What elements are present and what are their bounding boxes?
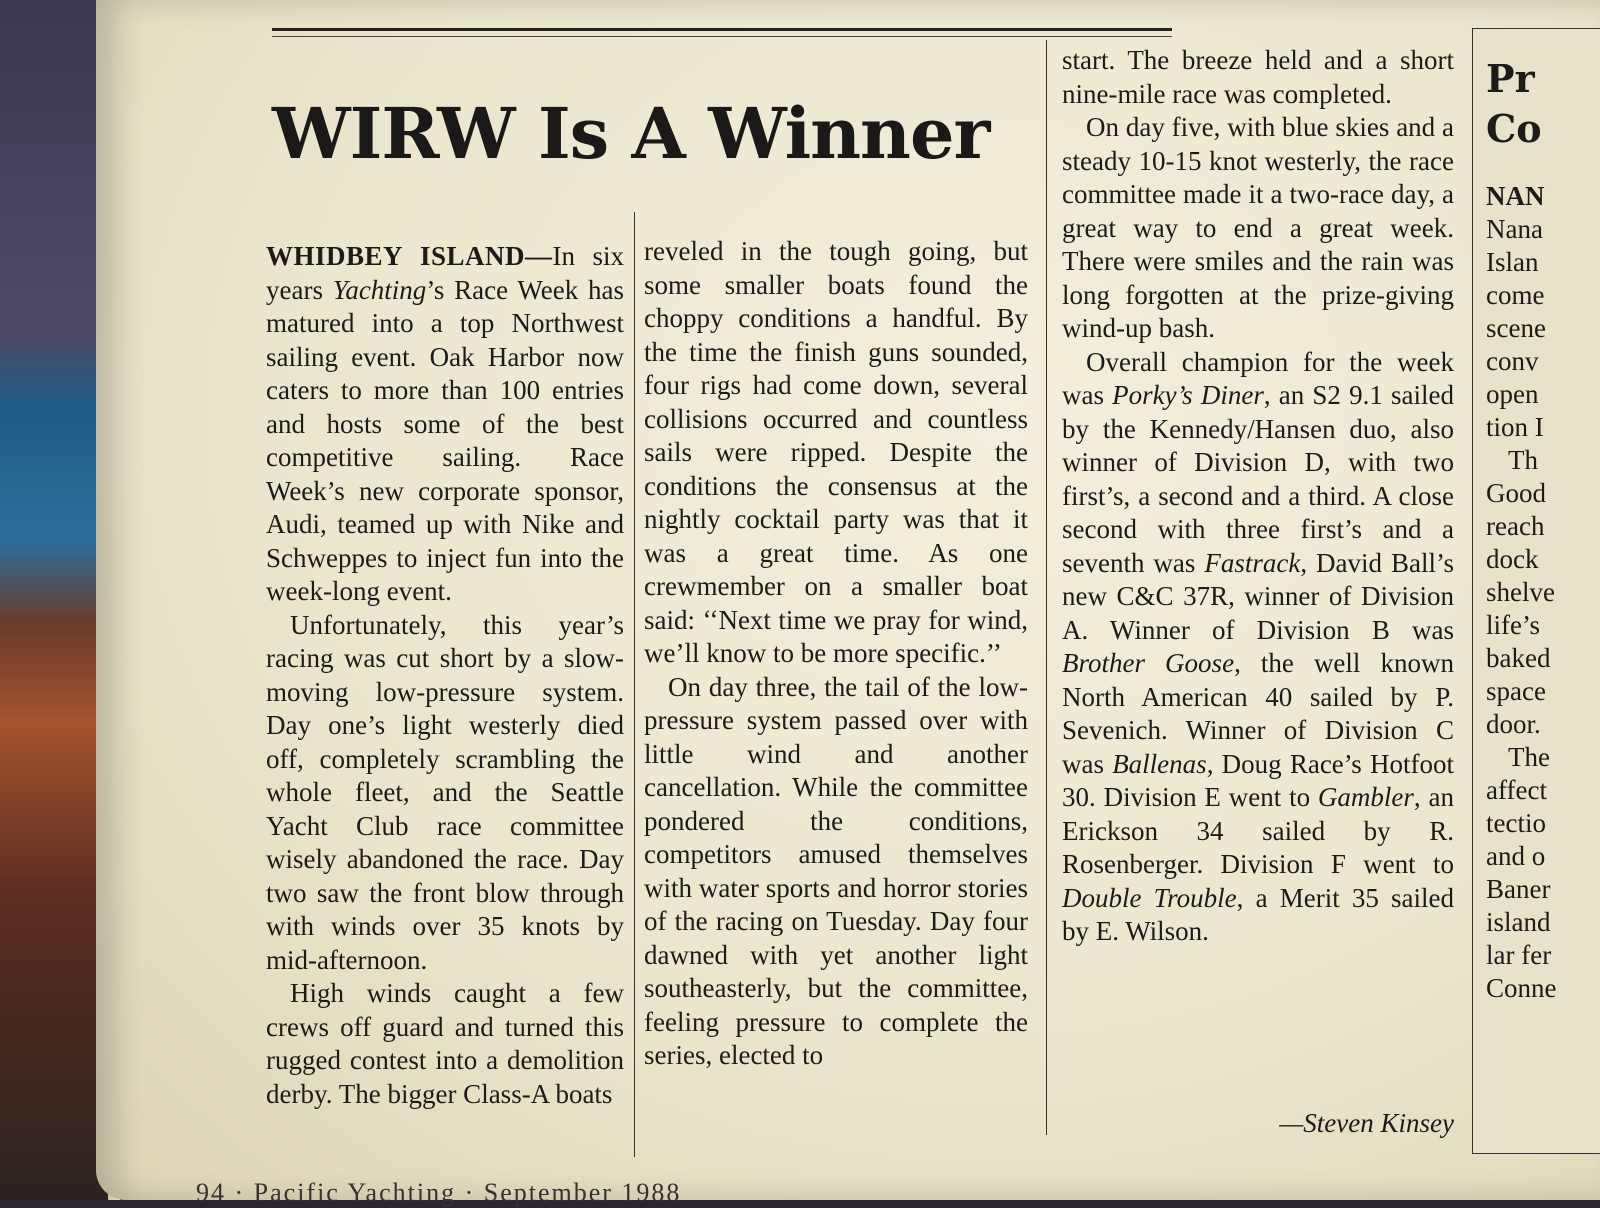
sidebar-title-line: Pr (1486, 56, 1535, 101)
page-footer: 94 · Pacific Yachting · September 1988 (196, 1178, 682, 1207)
sidebar-line: tectio (1486, 808, 1546, 838)
dateline: WHIDBEY ISLAND— (266, 241, 553, 271)
sidebar-title (1486, 54, 1600, 154)
article-headline: WIRW Is A Winner (272, 92, 990, 175)
boat-name-double-trouble: Double Trouble (1062, 882, 1237, 913)
p6-text-e: , David Ball’s new C&C 37R, winner of Division A. Winner of Division B was (1062, 547, 1454, 645)
paragraph-3b: reveled in the tough going, but some smaller boats found the choppy conditions a handful. By the time the finish guns sounded, four rigs had come down, several collisions occurred and countless sails were ripped. Despite the conditions the consensus at the nightly cocktail party was that it was a great time. As one crewmember on a smaller boat said: ‘‘Next time we pray for wind, we’ll know to be more specific.’’ (644, 236, 1028, 668)
boat-name-porkys-diner: Porky’s Diner (1112, 380, 1264, 410)
paragraph-4: On day three, the tail of the low-pressure system passed over with little wind and another cancellation. While the committee pondered the conditions, competitors amused themselves with water sports and horror stories of the racing on Tuesday. Day four dawned with yet another light southeasterly, but the committee, feeling pressure to complete the series, elected to (644, 671, 1028, 1070)
sidebar-line: baked (1486, 643, 1551, 673)
sidebar-line: space (1486, 676, 1546, 706)
paragraph-2: Unfortunately, this year’s racing was cut short by a slow-moving low-pressure system. Day one’s light westerly died off, completely scrambling the whole fleet, and the Seattle Yacht Club race committee wisely abandoned the race. Day two saw the front blow through with winds over 35 knots by mid-afternoon. (266, 609, 624, 975)
article-column-1 (266, 240, 624, 1111)
paragraph-5: On day five, with blue skies and a steady 10-15 knot westerly, the race committee made it a two-race day, a great way to end a great week. There were smiles and the rain was long forgotten at the prize-giving wind-up bash. (1062, 112, 1454, 343)
sidebar-line: door. (1486, 709, 1541, 739)
boat-name-ballenas: Ballenas (1112, 748, 1207, 779)
sidebar-line: Conne (1486, 973, 1557, 1003)
sidebar-line: Baner (1486, 874, 1551, 904)
article-column-2 (644, 235, 1028, 1073)
sidebar-line: reach (1486, 511, 1545, 541)
paragraph-1-text-b: ’s Race Week has matured into a top Northwest sailing event. Oak Harbor now caters to more than 100 entries and hosts some of the best competitive sailing. Race Week’s new corporate sponsor, Audi, teamed up with Nike and Schweppes to inject fun into the week-long event. (266, 274, 625, 606)
boat-name-brother-goose: Brother Goose (1062, 648, 1235, 678)
paragraph-3a: High winds caught a few crews off guard and turned this rugged contest into a demolition derby. The bigger Class-A boats (266, 978, 624, 1109)
sidebar-line: scene (1486, 313, 1546, 343)
p6-text-a: Overall champion for the week was (1062, 346, 1454, 410)
paragraph-1 (266, 240, 624, 609)
paragraph-6 (1062, 346, 1454, 949)
column-rule-1 (634, 212, 635, 1157)
publication-name: Yachting (332, 274, 427, 305)
sidebar-body (1486, 180, 1600, 1005)
p6-text-c: , an S2 9.1 sailed by the Kennedy/Hansen duo, also winner of Division D, with two first’s, a second and a third. A close second with three first’s and a seventh was (1062, 380, 1454, 578)
sidebar-line: Nana (1486, 214, 1543, 244)
sidebar-line: and o (1486, 841, 1546, 871)
sidebar-line: lar fer (1486, 940, 1552, 970)
sidebar-line: open (1486, 379, 1539, 409)
sidebar-line: tion I (1486, 412, 1544, 442)
article-column-3 (1062, 44, 1454, 949)
byline: —Steven Kinsey (1279, 1108, 1454, 1138)
sidebar-line: shelve (1486, 577, 1555, 607)
sidebar-line: island (1486, 907, 1551, 937)
sidebar-line: conv (1486, 346, 1539, 376)
sidebar-line: Good (1486, 478, 1546, 508)
header-rule-thin (272, 36, 1172, 37)
p6-text-i: , Doug Race’s Hotfoot 30. Division E went to (1062, 748, 1454, 812)
paragraph-1-text-a: In six years (266, 241, 624, 305)
magazine-page (96, 0, 1600, 1207)
sidebar-line: Th (1508, 445, 1538, 475)
sidebar-line: Islan (1486, 247, 1539, 277)
boat-name-fastrack: Fastrack (1204, 547, 1301, 578)
sidebar-line: affect (1486, 775, 1547, 805)
sidebar-line: The (1508, 742, 1550, 772)
boat-name-gambler: Gambler (1317, 782, 1414, 812)
paragraph-4-cont: start. The breeze held and a short nine-mile race was completed. (1062, 45, 1454, 109)
sidebar-line: come (1486, 280, 1545, 310)
p6-text-m: , a Merit 35 sailed by E. Wilson. (1062, 882, 1454, 946)
sidebar-line: dock (1486, 544, 1539, 574)
sidebar-line: NAN (1486, 181, 1545, 211)
column-rule-2 (1046, 40, 1047, 1135)
header-rule (272, 28, 1172, 31)
p6-text-k: , an Erickson 34 sailed by R. Rosenberger. Division F went to (1062, 782, 1454, 879)
sidebar-title-line: Co (1486, 106, 1542, 151)
p6-text-g: , the well known North American 40 sailed by P. Sevenich. Winner of Division C was (1062, 648, 1454, 779)
sidebar-line: life’s (1486, 610, 1540, 640)
